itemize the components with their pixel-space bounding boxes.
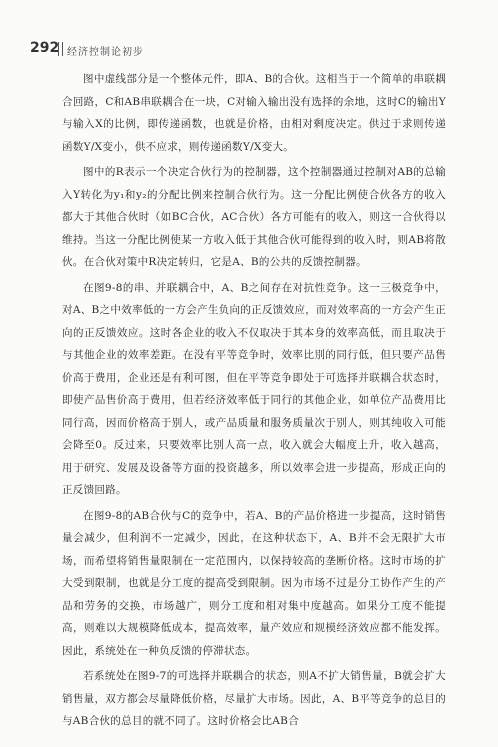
- running-title: 经济控制论初步: [67, 47, 144, 58]
- page-number: 292: [30, 40, 60, 56]
- paragraph-5: 若系统处在图9-7的可选择并联耦合的状态，则A不扩大销售量，B就会扩大销售量，双方都会尽量降低价格，尽量扩大市场。因此，A、B平等竞争的总目的与AB合伙的总目的就不同了。这时价格会比AB合: [62, 670, 446, 727]
- paragraph-1: 图中虚线部分是一个整体元件，即A、B的合伙。这相当于一个简单的串联耦合回路，C和AB串联耦合在一块，C对输入输出没有选择的余地，这时C的输出Y与输入X的比例，即传递函数，也就是价格，由相对剩度决定。供过于求则传递函数Y/X变小，供不应求，则传递函数Y/X变大。: [62, 73, 446, 153]
- paragraph-4: 在图9-8的AB合伙与C的竞争中，若A、B的产品价格进一步提高，这时销售量会减少，但利润不一定减少，因此，在这种状态下，A、B并不会无限扩大市场，而希望将销售量限制在一定范围内，以保持较高的垄断价格。这时市场的扩大受到限制，也就是分工度的提高受到限制。因为市场不过是分工协作产生的产品和劳务的交换，市场越广，则分工度和相对集中度越高。如果分工度不能提高，则难以大规模降低成本，提高效率，量产效应和规模经济效应都不能发挥。因此，系统处在一种负反馈的停滞状态。: [62, 509, 446, 657]
- running-header: [30, 40, 470, 64]
- paragraph-2: 图中的R表示一个决定合伙行为的控制器，这个控制器通过控制对AB的总输入Y转化为y₁和y₂的分配比例来控制合伙行为。这一分配比例使合伙各方的收入都大于其他合伙时（如BC合伙，AC合伙）各方可能有的收入，则这一合伙得以维持。当这一分配比例使某一方收入低于其他合伙可能得到的收入时，则AB将散伙。在合伙对策中R决定转归，它是A、B的公共的反馈控制器。: [62, 166, 446, 268]
- body-text: [62, 68, 446, 736]
- paragraph-3: 在图9-8的串、并联耦合中，A、B之间存在对抗性竞争。这一三极竞争中，对A、B之中效率低的一方会产生负向的正反馈效应，而对效率高的一方会产生正向的正反馈效应。这时各企业的收入不仅取决于其本身的效率高低，而且取决于与其他企业的效率差距。在没有平等竞争时，效率比別的同行低，但只要产品售价高于费用，企业还是有利可图，但在平等竞争即处于可选择并联耦合状态时，即使产品售价高于费用，但若经济效率低于同行的其他企业，如单位产品费用比同行高，因而价格高于别人，或产品质量和服务质量次于别人，则其纯收入可能会降至0。反过来，只要效率比别人高一点，收入就会大幅度上升，收入越高，用于研究、发展及设备等方面的投资越多，所以效率会进一步提高，形成正向的正反馈回路。: [62, 281, 446, 496]
- header-divider: [58, 42, 63, 56]
